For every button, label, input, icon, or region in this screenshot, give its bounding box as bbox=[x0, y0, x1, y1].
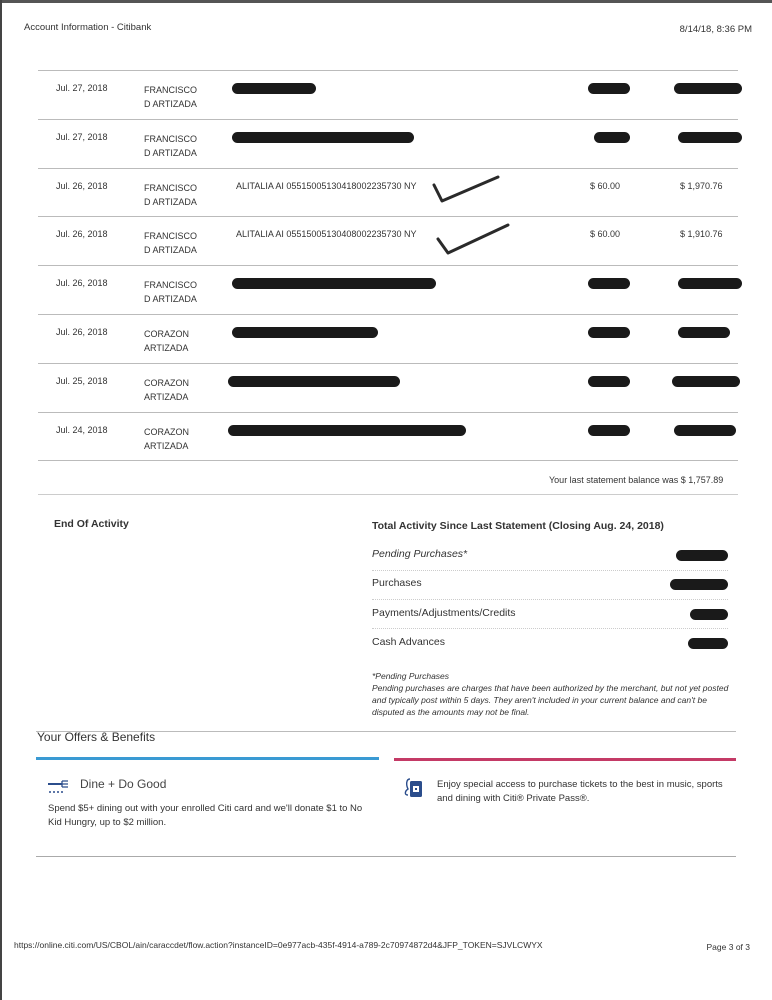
redacted-amount bbox=[588, 425, 630, 436]
offer-accent-bar-left bbox=[36, 757, 379, 760]
cardholder-line1: FRANCISCO bbox=[144, 231, 198, 241]
transaction-row bbox=[38, 314, 738, 363]
note-title: *Pending Purchases bbox=[372, 671, 450, 681]
txn-date: Jul. 25, 2018 bbox=[56, 376, 108, 386]
redacted-amount bbox=[688, 638, 728, 649]
summary-label: Payments/Adjustments/Credits bbox=[372, 607, 516, 619]
transaction-row bbox=[38, 168, 738, 217]
txn-cardholder bbox=[144, 425, 224, 453]
cardholder-line1: CORAZON bbox=[144, 427, 189, 437]
print-datetime: 8/14/18, 8:36 PM bbox=[679, 24, 752, 35]
txn-cardholder bbox=[144, 83, 224, 111]
redacted-balance bbox=[678, 327, 730, 338]
summary-row-cash-advances bbox=[372, 636, 728, 664]
summary-label: Pending Purchases* bbox=[372, 548, 468, 560]
offer-dine-text: Spend $5+ dining out with your enrolled Citi card and we'll donate $1 to No Kid Hungry, up to $2 million. bbox=[48, 803, 363, 828]
summary-row-purchases bbox=[372, 577, 728, 605]
redacted-description bbox=[232, 327, 378, 338]
redacted-balance bbox=[678, 132, 742, 143]
transaction-row bbox=[38, 363, 738, 412]
ticket-pass-icon bbox=[402, 775, 424, 799]
end-of-activity-label: End Of Activity bbox=[54, 518, 129, 530]
transaction-row bbox=[38, 265, 738, 314]
transaction-row bbox=[38, 216, 738, 265]
last-statement-balance: Your last statement balance was $ 1,757.89 bbox=[549, 475, 724, 485]
redacted-balance bbox=[678, 278, 742, 289]
cardholder-line1: FRANCISCO bbox=[144, 183, 198, 193]
handwritten-check-icon bbox=[434, 219, 514, 259]
offer-accent-bar-right bbox=[394, 758, 736, 761]
redacted-description bbox=[232, 132, 414, 143]
page-top-edge bbox=[0, 0, 772, 3]
cardholder-line1: CORAZON bbox=[144, 378, 189, 388]
redacted-balance bbox=[674, 425, 736, 436]
redacted-amount bbox=[588, 327, 630, 338]
divider bbox=[372, 570, 728, 571]
cardholder-line1: CORAZON bbox=[144, 329, 189, 339]
txn-cardholder bbox=[144, 132, 224, 160]
txn-description: ALITALIA AI 05515005130408002235730 NY bbox=[236, 229, 417, 239]
cardholder-line2: D ARTIZADA bbox=[144, 294, 197, 304]
txn-date: Jul. 24, 2018 bbox=[56, 425, 108, 435]
txn-cardholder bbox=[144, 327, 224, 355]
cardholder-line2: D ARTIZADA bbox=[144, 99, 197, 109]
fork-icon bbox=[48, 780, 70, 794]
redacted-amount bbox=[594, 132, 630, 143]
redacted-description bbox=[228, 425, 466, 436]
redacted-amount bbox=[676, 550, 728, 561]
redacted-description bbox=[232, 278, 436, 289]
redacted-balance bbox=[672, 376, 740, 387]
cardholder-line1: FRANCISCO bbox=[144, 85, 198, 95]
pending-purchases-note bbox=[372, 670, 732, 718]
redacted-amount bbox=[588, 83, 630, 94]
transaction-row bbox=[38, 70, 738, 119]
summary-row-pending bbox=[372, 548, 728, 576]
txn-amount: $ 60.00 bbox=[590, 229, 621, 239]
page-title: Account Information - Citibank bbox=[24, 22, 152, 33]
txn-cardholder bbox=[144, 376, 224, 404]
cardholder-line2: ARTIZADA bbox=[144, 343, 189, 353]
redacted-amount bbox=[588, 376, 630, 387]
txn-balance: $ 1,970.76 bbox=[680, 181, 723, 191]
cardholder-line1: FRANCISCO bbox=[144, 280, 198, 290]
redacted-amount bbox=[690, 609, 728, 620]
activity-summary-title: Total Activity Since Last Statement (Closing Aug. 24, 2018) bbox=[372, 520, 664, 532]
redacted-description bbox=[232, 83, 316, 94]
redacted-amount bbox=[670, 579, 728, 590]
txn-date: Jul. 26, 2018 bbox=[56, 229, 108, 239]
cardholder-line1: FRANCISCO bbox=[144, 134, 198, 144]
txn-date: Jul. 26, 2018 bbox=[56, 181, 108, 191]
cardholder-line2: ARTIZADA bbox=[144, 441, 189, 451]
txn-cardholder bbox=[144, 278, 224, 306]
offers-section-title: Your Offers & Benefits bbox=[37, 730, 156, 744]
txn-date: Jul. 27, 2018 bbox=[56, 83, 108, 93]
txn-date: Jul. 27, 2018 bbox=[56, 132, 108, 142]
divider bbox=[38, 494, 738, 495]
transaction-row bbox=[38, 412, 738, 461]
cardholder-line2: D ARTIZADA bbox=[144, 197, 197, 207]
cardholder-line2: ARTIZADA bbox=[144, 392, 189, 402]
txn-balance: $ 1,910.76 bbox=[680, 229, 723, 239]
txn-amount: $ 60.00 bbox=[590, 181, 621, 191]
offer-dine-title[interactable]: Dine + Do Good bbox=[80, 777, 167, 791]
divider bbox=[372, 628, 728, 629]
txn-cardholder bbox=[144, 181, 224, 209]
page-number: Page 3 of 3 bbox=[706, 942, 750, 952]
transaction-row bbox=[38, 119, 738, 168]
page-url: https://online.citi.com/US/CBOL/ain/caraccdet/flow.action?instanceID=0e977acb-435f-4914-a789-2c70974872d4&JFP_TOKEN=SJVLCWYX bbox=[14, 940, 543, 950]
redacted-balance bbox=[674, 83, 742, 94]
page-left-edge bbox=[0, 0, 2, 1000]
txn-date: Jul. 26, 2018 bbox=[56, 327, 108, 337]
divider bbox=[372, 599, 728, 600]
txn-description: ALITALIA AI 05515005130418002235730 NY bbox=[236, 181, 417, 191]
summary-label: Cash Advances bbox=[372, 636, 445, 648]
summary-label: Purchases bbox=[372, 577, 422, 589]
handwritten-check-icon bbox=[430, 171, 510, 211]
txn-date: Jul. 26, 2018 bbox=[56, 278, 108, 288]
divider bbox=[38, 460, 738, 461]
note-text: Pending purchases are charges that have been authorized by the merchant, but not yet posted and typically post within 5 days. They aren't included in your current balance and can't be disputed as the amounts may not be final. bbox=[372, 683, 729, 717]
txn-cardholder bbox=[144, 229, 224, 257]
cardholder-line2: D ARTIZADA bbox=[144, 148, 197, 158]
redacted-amount bbox=[588, 278, 630, 289]
summary-row-payments bbox=[372, 607, 728, 635]
divider bbox=[36, 856, 736, 857]
cardholder-line2: D ARTIZADA bbox=[144, 245, 197, 255]
redacted-description bbox=[228, 376, 400, 387]
offer-private-pass-text: Enjoy special access to purchase tickets to the best in music, sports and dining with Citi® Private Pass®. bbox=[437, 779, 723, 804]
